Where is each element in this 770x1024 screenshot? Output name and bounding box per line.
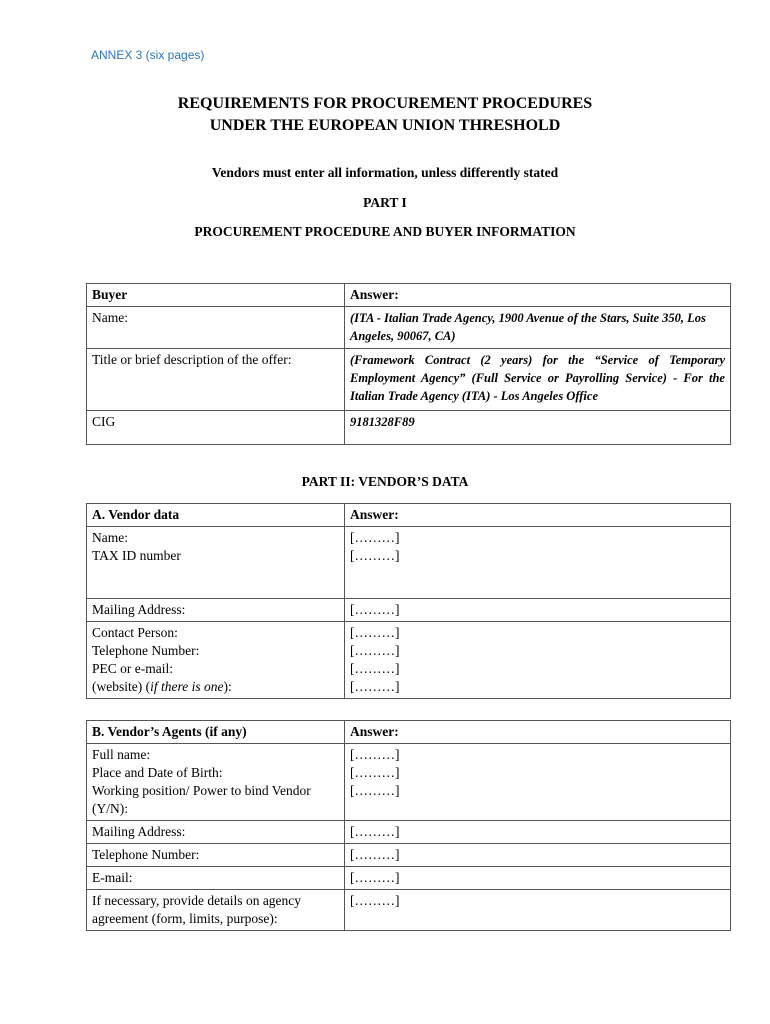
- answer-header: Answer:: [345, 284, 731, 307]
- agent-email-field[interactable]: [………]: [345, 867, 731, 890]
- contact-person-field[interactable]: [………]: [350, 625, 400, 640]
- cig-label: CIG: [87, 411, 345, 445]
- title-line-2: UNDER THE EUROPEAN UNION THRESHOLD: [209, 117, 561, 134]
- cig-answer: 9181328F89: [345, 411, 731, 445]
- annex-label: ANNEX 3 (six pages): [91, 48, 205, 62]
- buyer-name-answer: (ITA - Italian Trade Agency, 1900 Avenue of the Stars, Suite 350, Los Angeles, 90067, CA): [345, 307, 731, 349]
- part-1-heading: PART I: [363, 195, 407, 210]
- vendor-agents-header: B. Vendor’s Agents (if any): [87, 721, 345, 744]
- vendor-data-table: [86, 503, 731, 699]
- vendor-agents-table: [86, 720, 731, 931]
- vendor-name-field[interactable]: [………]: [350, 530, 400, 545]
- website-label: (website) (if there is one):: [92, 679, 232, 694]
- document-title: [0, 93, 770, 137]
- buyer-table: [86, 283, 731, 445]
- vendor-name-label: Name:: [92, 530, 128, 545]
- offer-title-label: Title or brief description of the offer:: [87, 349, 345, 411]
- agent-mailing-field[interactable]: [………]: [345, 821, 731, 844]
- agent-full-name-label: Full name:: [92, 747, 151, 762]
- agent-birth-label: Place and Date of Birth:: [92, 765, 223, 780]
- part-1-subheading: PROCUREMENT PROCEDURE AND BUYER INFORMATION: [194, 224, 576, 239]
- mailing-address-label: Mailing Address:: [87, 599, 345, 622]
- mailing-address-field[interactable]: [………]: [345, 599, 731, 622]
- tax-id-field[interactable]: [………]: [350, 548, 400, 563]
- telephone-label: Telephone Number:: [92, 643, 200, 658]
- agent-email-label: E-mail:: [87, 867, 345, 890]
- answer-header: Answer:: [345, 721, 731, 744]
- offer-title-answer: (Framework Contract (2 years) for the “Service of Temporary Employment Agency” (Full Service or Payrolling Service) - For the Italian Trade Agency (ITA) - Los Angeles Office: [345, 349, 731, 411]
- agent-position-label: Working position/ Power to bind Vendor (Y/N):: [92, 783, 311, 816]
- title-line-1: REQUIREMENTS FOR PROCUREMENT PROCEDURES: [177, 95, 593, 112]
- agent-mailing-label: Mailing Address:: [87, 821, 345, 844]
- instruction-text: Vendors must enter all information, unless differently stated: [211, 165, 559, 180]
- tax-id-label: TAX ID number: [92, 548, 181, 563]
- agency-agreement-field[interactable]: [………]: [345, 890, 731, 931]
- agent-phone-label: Telephone Number:: [87, 844, 345, 867]
- part-2-heading: PART II: VENDOR’S DATA: [301, 474, 469, 489]
- agent-birth-field[interactable]: [………]: [350, 765, 400, 780]
- telephone-field[interactable]: [………]: [350, 643, 400, 658]
- agent-position-field[interactable]: [………]: [350, 783, 400, 798]
- agent-full-name-field[interactable]: [………]: [350, 747, 400, 762]
- website-field[interactable]: [………]: [350, 679, 400, 694]
- buyer-name-label: Name:: [87, 307, 345, 349]
- answer-header: Answer:: [345, 504, 731, 527]
- pec-email-field[interactable]: [………]: [350, 661, 400, 676]
- agent-phone-field[interactable]: [………]: [345, 844, 731, 867]
- pec-email-label: PEC or e-mail:: [92, 661, 173, 676]
- vendor-data-header: A. Vendor data: [87, 504, 345, 527]
- contact-person-label: Contact Person:: [92, 625, 178, 640]
- buyer-header: Buyer: [87, 284, 345, 307]
- agency-agreement-label: If necessary, provide details on agency agreement (form, limits, purpose):: [87, 890, 345, 931]
